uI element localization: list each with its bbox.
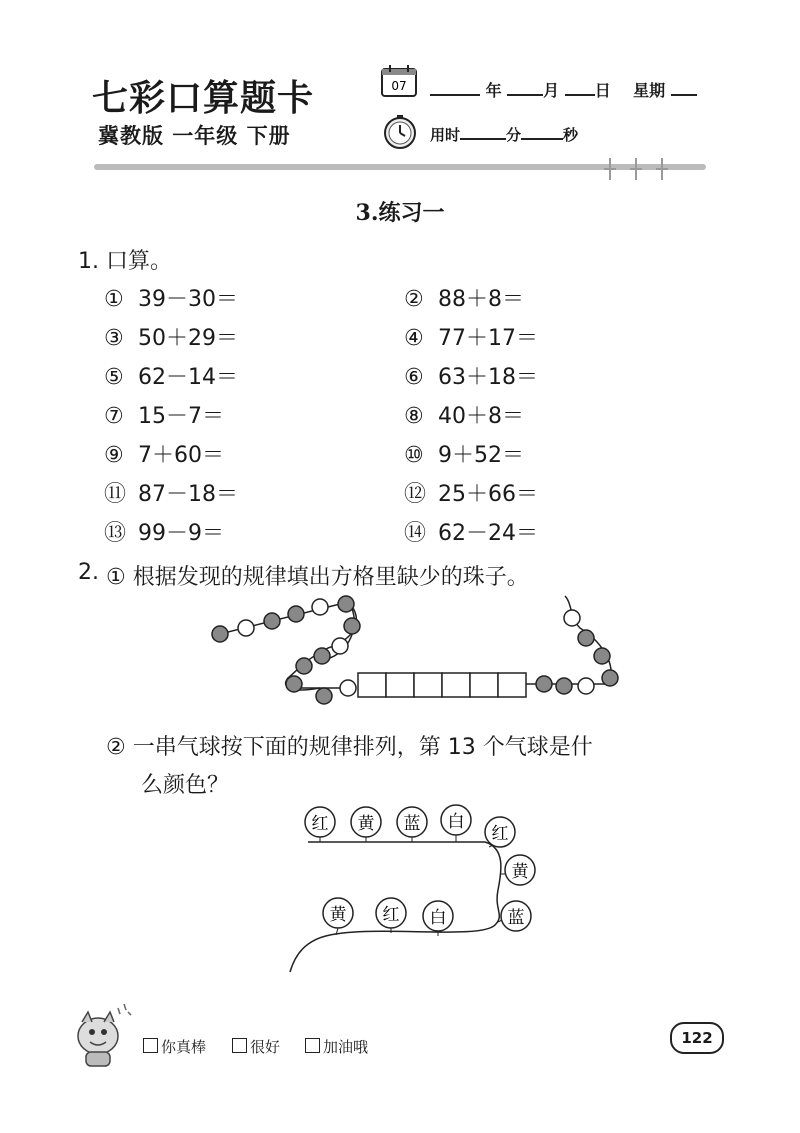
- minute-label: 分: [506, 126, 522, 144]
- empty-bead-box[interactable]: [498, 673, 526, 697]
- q1-label: 1. 口算。: [78, 249, 172, 274]
- month-blank[interactable]: [507, 80, 543, 96]
- empty-bead-box[interactable]: [358, 673, 386, 697]
- empty-bead-box[interactable]: [442, 673, 470, 697]
- second-blank[interactable]: [521, 124, 563, 140]
- clock-icon: [382, 114, 418, 150]
- week-label: 星期: [633, 81, 666, 100]
- calendar-icon: [380, 64, 418, 98]
- bead: [332, 638, 348, 654]
- minute-blank[interactable]: [460, 124, 506, 140]
- day-label: 日: [594, 81, 611, 100]
- calc-item: ⑤ 62－14＝: [104, 365, 238, 390]
- bead: [578, 630, 594, 646]
- calc-item: ④ 77＋17＝: [404, 326, 538, 351]
- bead: [296, 658, 312, 674]
- bead: [536, 676, 552, 692]
- q2-part2-text-cont: 么颜色？: [141, 773, 230, 798]
- bead: [212, 626, 228, 642]
- svg-text:蓝: 蓝: [507, 908, 525, 928]
- bead: [264, 613, 280, 629]
- bead: [594, 648, 610, 664]
- brand-title: 七彩口算题卡: [92, 77, 315, 119]
- bead: [316, 688, 332, 704]
- bead: [340, 680, 356, 696]
- bead-chain-figure: [200, 588, 640, 713]
- bead: [578, 678, 594, 694]
- calc-item: ⑦ 15－7＝: [104, 404, 224, 429]
- calendar-day: 07: [391, 79, 407, 93]
- svg-text:白: 白: [447, 812, 465, 832]
- calc-item: ② 88＋8＝: [404, 287, 524, 312]
- calc-item: ⑩ 9＋52＝: [404, 443, 524, 468]
- date-line: [430, 78, 697, 101]
- time-used-label: 用时: [430, 126, 461, 144]
- calc-item: ③ 50＋29＝: [104, 326, 238, 351]
- year-blank[interactable]: [430, 80, 480, 96]
- balloon: [397, 807, 427, 842]
- empty-bead-box[interactable]: [414, 673, 442, 697]
- balloon: [376, 898, 406, 933]
- balloon: [351, 807, 381, 842]
- svg-text:黄: 黄: [357, 814, 375, 834]
- bead: [288, 606, 304, 622]
- empty-bead-box[interactable]: [386, 673, 414, 697]
- eval-option[interactable]: 加油哦: [305, 1036, 368, 1057]
- balloon: [485, 817, 515, 847]
- year-label: 年: [485, 81, 502, 100]
- section-title: 3.练习一: [355, 200, 445, 226]
- time-line: [430, 124, 578, 145]
- balloon: [498, 901, 531, 931]
- svg-text:红: 红: [311, 814, 329, 834]
- calc-item: ⑫ 25＋66＝: [404, 482, 538, 507]
- bead: [314, 648, 330, 664]
- checkbox-icon[interactable]: [232, 1038, 247, 1053]
- q2-part2-text: ② 一串气球按下面的规律排列，第 13 个气球是什: [106, 735, 593, 760]
- week-blank[interactable]: [671, 80, 697, 96]
- svg-text:黄: 黄: [329, 905, 347, 925]
- calc-item: ① 39－30＝: [104, 287, 238, 312]
- bead: [344, 618, 360, 634]
- calc-item: ⑪ 87－18＝: [104, 482, 238, 507]
- svg-text:蓝: 蓝: [403, 814, 421, 834]
- balloon-string-figure: [280, 800, 550, 975]
- month-label: 月: [543, 81, 560, 100]
- bead: [564, 610, 580, 626]
- balloon: [441, 805, 471, 842]
- bead: [286, 676, 302, 692]
- calc-item: ⑬ 99－9＝: [104, 521, 224, 546]
- calc-item: ⑭ 62－24＝: [404, 521, 538, 546]
- balloon: [305, 807, 335, 842]
- bead: [238, 620, 254, 636]
- svg-text:红: 红: [491, 824, 509, 844]
- calc-item: ⑨ 7＋60＝: [104, 443, 224, 468]
- edition-label: 冀教版 一年级 下册: [98, 124, 291, 148]
- bead: [312, 599, 328, 615]
- bead: [556, 678, 572, 694]
- svg-text:黄: 黄: [511, 862, 529, 882]
- eval-option[interactable]: 你真棒: [143, 1036, 206, 1057]
- empty-bead-box[interactable]: [470, 673, 498, 697]
- balloon: [423, 901, 453, 936]
- calc-item: ⑧ 40＋8＝: [404, 404, 524, 429]
- svg-text:红: 红: [382, 905, 400, 925]
- eval-option[interactable]: 很好: [232, 1036, 280, 1057]
- q2-label: 2.: [78, 560, 99, 585]
- balloon: [323, 898, 353, 935]
- mascot-icon: [68, 1000, 134, 1070]
- second-label: 秒: [563, 126, 579, 144]
- checkbox-icon[interactable]: [305, 1038, 320, 1053]
- calc-item: ⑥ 63＋18＝: [404, 365, 538, 390]
- q2-part1-text: ① 根据发现的规律填出方格里缺少的珠子。: [106, 565, 529, 590]
- bead: [338, 596, 354, 612]
- page-number: 122: [670, 1022, 724, 1054]
- checkbox-icon[interactable]: [143, 1038, 158, 1053]
- svg-text:白: 白: [429, 908, 447, 928]
- balloon: [501, 855, 535, 885]
- day-blank[interactable]: [565, 80, 595, 96]
- divider-ornament: [600, 156, 670, 182]
- bead: [602, 670, 618, 686]
